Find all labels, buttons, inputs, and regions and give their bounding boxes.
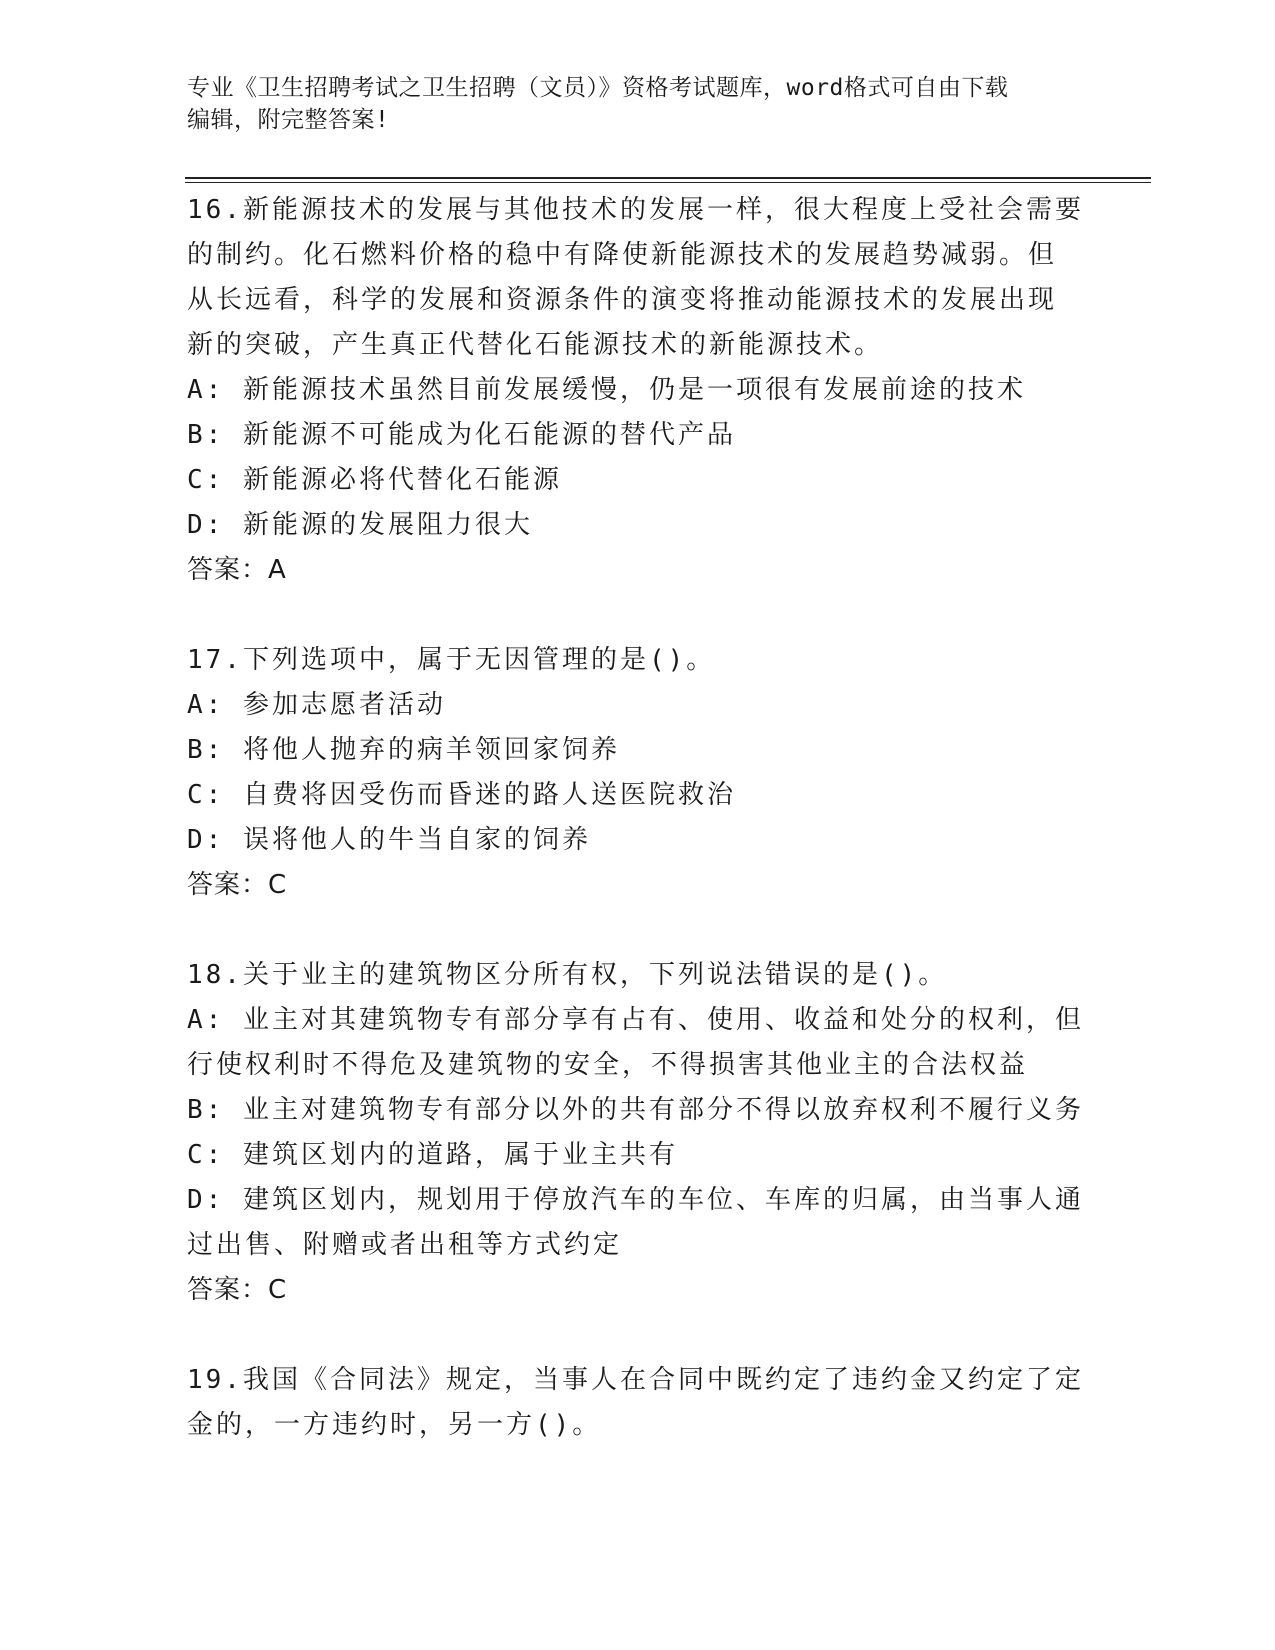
option-a-continued: 行使权利时不得危及建筑物的安全，不得损害其他业主的合法权益 <box>187 1050 1029 1080</box>
question-stem-line: 18.关于业主的建筑物区分所有权，下列说法错误的是()。 <box>187 960 948 990</box>
question-stem-line: 17.下列选项中，属于无因管理的是()。 <box>187 645 716 675</box>
option-b: B: 新能源不可能成为化石能源的替代产品 <box>187 420 736 450</box>
document-header <box>187 72 1087 136</box>
question-stem-line: 16.新能源技术的发展与其他技术的发展一样，很大程度上受社会需要 <box>187 195 1084 225</box>
option-c: C: 自费将因受伤而昏迷的路人送医院救治 <box>187 780 736 810</box>
header-line-2: 编辑，附完整答案! <box>187 107 390 133</box>
option-a: A: 业主对其建筑物专有部分享有占有、使用、收益和处分的权利，但 <box>187 1005 1084 1035</box>
option-c: C: 建筑区划内的道路，属于业主共有 <box>187 1140 678 1170</box>
question-list <box>187 188 1087 1448</box>
question-stem-line: 新的突破，产生真正代替化石能源技术的新能源技术。 <box>187 330 884 360</box>
question-stem-line: 从长远看，科学的发展和资源条件的演变将推动能源技术的发展出现 <box>187 285 1058 315</box>
answer-label: 答案：C <box>187 870 288 900</box>
question-17 <box>187 638 1087 908</box>
option-d: D: 新能源的发展阻力很大 <box>187 510 533 540</box>
option-c: C: 新能源必将代替化石能源 <box>187 465 562 495</box>
question-stem-line: 19.我国《合同法》规定，当事人在合同中既约定了违约金又约定了定 <box>187 1365 1084 1395</box>
answer-label: 答案：A <box>187 555 287 585</box>
option-b: B: 将他人抛弃的病羊领回家饲养 <box>187 735 620 765</box>
header-line-1: 专业《卫生招聘考试之卫生招聘（文员）》资格考试题库，word格式可自由下载 <box>187 75 1009 101</box>
question-stem-line: 的制约。化石燃料价格的稳中有降使新能源技术的发展趋势减弱。但 <box>187 240 1058 270</box>
option-b: B: 业主对建筑物专有部分以外的共有部分不得以放弃权利不履行义务 <box>187 1095 1084 1125</box>
header-divider-thin <box>185 182 1151 183</box>
option-d: D: 误将他人的牛当自家的饲养 <box>187 825 591 855</box>
question-19 <box>187 1358 1087 1448</box>
option-d: D: 建筑区划内，规划用于停放汽车的车位、车库的归属，由当事人通 <box>187 1185 1084 1215</box>
question-stem-line: 金的，一方违约时，另一方()。 <box>187 1410 602 1440</box>
question-18 <box>187 953 1087 1313</box>
header-divider-thick <box>185 177 1151 179</box>
option-d-continued: 过出售、附赠或者出租等方式约定 <box>187 1230 623 1260</box>
option-a: A: 参加志愿者活动 <box>187 690 446 720</box>
option-a: A: 新能源技术虽然目前发展缓慢，仍是一项很有发展前途的技术 <box>187 375 1026 405</box>
answer-label: 答案：C <box>187 1275 288 1305</box>
question-16 <box>187 188 1087 593</box>
